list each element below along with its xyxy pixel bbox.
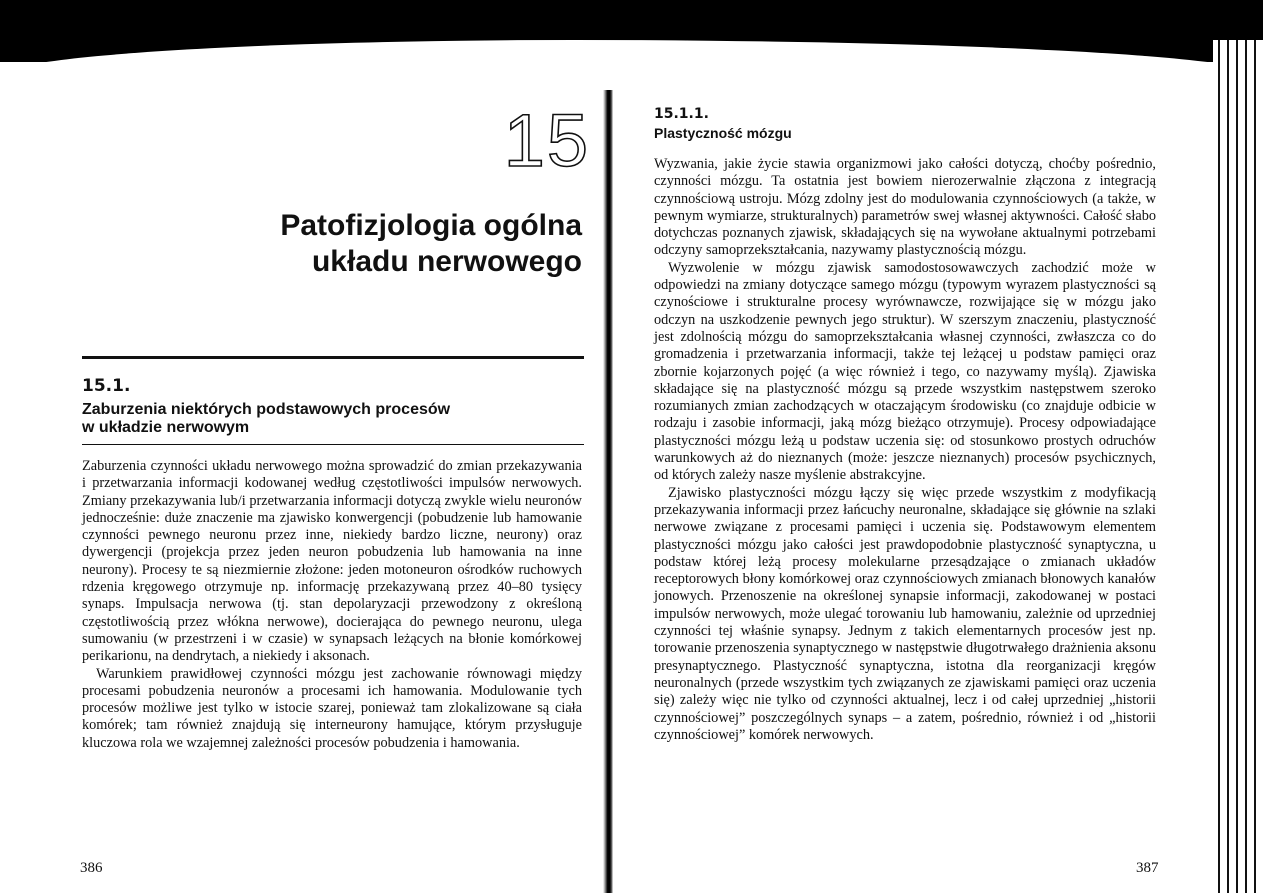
- page-number-right: 387: [1136, 860, 1159, 876]
- page-edges: [1213, 40, 1263, 893]
- chapter-title: [240, 208, 582, 280]
- subsection-number: 15.1.1.: [654, 106, 709, 122]
- page-number-left: 386: [80, 860, 103, 876]
- section-title-line-1: Zaburzenia niektórych podstawowych procesów: [82, 401, 451, 418]
- right-body-text: [654, 156, 1156, 744]
- section-number: 15.1.: [82, 376, 131, 396]
- paragraph: Zaburzenia czynności układu nerwowego można sprowadzić do zmian przekazywania i przetwarzania informacji kodowanej według częstotliwości impulsów nerwowych. Zmiany przekazywania lub/i przetwarzania informacji dotyczą zwykle wielu neuronów jednocześnie: duże znaczenie ma zjawisko konwergencji (pobudzenie lub hamowanie czynności pewnego neuronu przez inne, niekiedy bardzo liczne, neurony) oraz dywergencji (projekcja przez jeden neuron pobudzenia lub hamowania na inne neurony). Procesy te są niezmiernie złożone: jeden motoneuron ośrodków ruchowych rdzenia kręgowego otrzymuje np. informację przekazywaną przez 40–80 tysięcy synaps. Impulsacja nerwowa (tj. stan depolaryzacji przewodzony z określoną częstotliwością przez włókna nerwowe), docierająca do pewnego neuronu, ulega sumowaniu (w przestrzeni i w czasie) w synapsach leżących na błonie komórkowej perikarionu, na dendrytach, a niekiedy i aksonach.: [82, 458, 582, 665]
- paragraph: Wyzwania, jakie życie stawia organizmowi jako całości dotyczą, choćby pośrednio, czynności mózgu. Ta ostatnia jest bowiem nierozerwalnie złączona z integracją czynnościową ustroju. Mózg zdolny jest do modulowania czynnościowych (a także, w pewnym wymiarze, strukturalnych) parametrów swej własnej aktywności. Całość słabo dotychczas poznanych zjawisk, składających się na wywołane aktualnymi potrzebami odczyny samoprzekształcania, nazywamy plastycznością mózgu.: [654, 156, 1156, 259]
- chapter-number: 15: [503, 99, 590, 182]
- paragraph: Zjawisko plastyczności mózgu łączy się więc przede wszystkim z modyfikacją przekazywania informacji przez łańcuchy neuronalne, składające się głównie na szlaki nerwowe związane z procesami pamięci i uczenia się. Podstawowym elementem plastyczności mózgu jako całości jest prawdopodobnie plastyczność synaptyczna, u podstaw której leżą procesy molekularne przesądzające o zmianach układów receptorowych błony komórkowej oraz czynnościowych zmianach błonowych kanałów jonowych. Przenoszenie na określonej synapsie informacji, zakodowanej w postaci impulsów nerwowych, może ulegać torowaniu lub hamowaniu, zależnie od uprzedniej czynności tej właśnie synapsy. Jednym z takich elementarnych procesów jest np. torowanie przenoszenia synaptycznego w następstwie długotrwałego drażnienia aksonu presynaptycznego. Plastyczność synaptyczna, istotna dla reorganizacji kręgów neuronalnych (przede wszystkim tych związanych ze zjawiskami pamięci oraz uczenia się) zależy więc nie tylko od czynności aktualnej, lecz i od całej uprzedniej „historii czynnościowej” poszczególnych synaps – a zatem, pośrednio, również i od „historii czynnościowej” komórek nerwowych.: [654, 484, 1156, 743]
- subsection-title: Plastyczność mózgu: [654, 125, 792, 141]
- chapter-title-line-2: układu nerwowego: [311, 245, 582, 278]
- paragraph: Warunkiem prawidłowej czynności mózgu jest zachowanie równowagi między procesami pobudzenia neuronów a procesami ich hamowania. Modulowanie tych procesów możliwe jest tylko w istocie szarej, ponieważ tam zlokalizowane są ciała komórek; tam również znajdują się interneurony hamujące, którym przysługuje kluczowa rola we wzajemnej zależności procesów pobudzenia i hamowania.: [82, 665, 582, 751]
- left-body-text: [82, 458, 582, 752]
- section-title: [82, 401, 552, 437]
- book-spine: [603, 90, 613, 893]
- chapter-title-line-1: Patofizjologia ogólna: [280, 209, 582, 242]
- paragraph: Wyzwolenie w mózgu zjawisk samodostosowawczych zachodzić może w odpowiedzi na zmiany dotyczące samego mózgu (typowym wyrazem plastyczności są czynościowe i strukturalne procesy wyrównawcze, rozwijające się w mózgu jako odczyn na uszkodzenie pewnych jego struktur). W szerszym znaczeniu, plastyczność jest zdolnością mózgu do samoprzekształcania własnej czynności, zwłaszcza co do gromadzenia i przetwarzania informacji, także tej leżącej u podstaw pamięci oraz zbornie kojarzonych pojęć (a więc również i tego, co nazywamy myślą). Zjawiska składające się na plastyczność mózgu są przede wszystkim następstwem szeroko rozumianych zmian zachodzących w otaczającym środowisku (co znajduje odbicie w rodzaju i zasobie informacji, jaką mózg bieżąco otrzymuje). Procesy odpowiadające plastyczności mózgu leżą u podstaw uczenia się: od stosunkowo prostych odruchów warunkowych aż do nieznanych (może: jeszcze nieznanych) procesów psychicznych, od których zależy nasze myślenie abstrakcyjne.: [654, 259, 1156, 484]
- section-rule-bottom: [82, 444, 584, 445]
- section-rule-top: [82, 356, 584, 359]
- section-title-line-2: w układzie nerwowym: [82, 419, 250, 436]
